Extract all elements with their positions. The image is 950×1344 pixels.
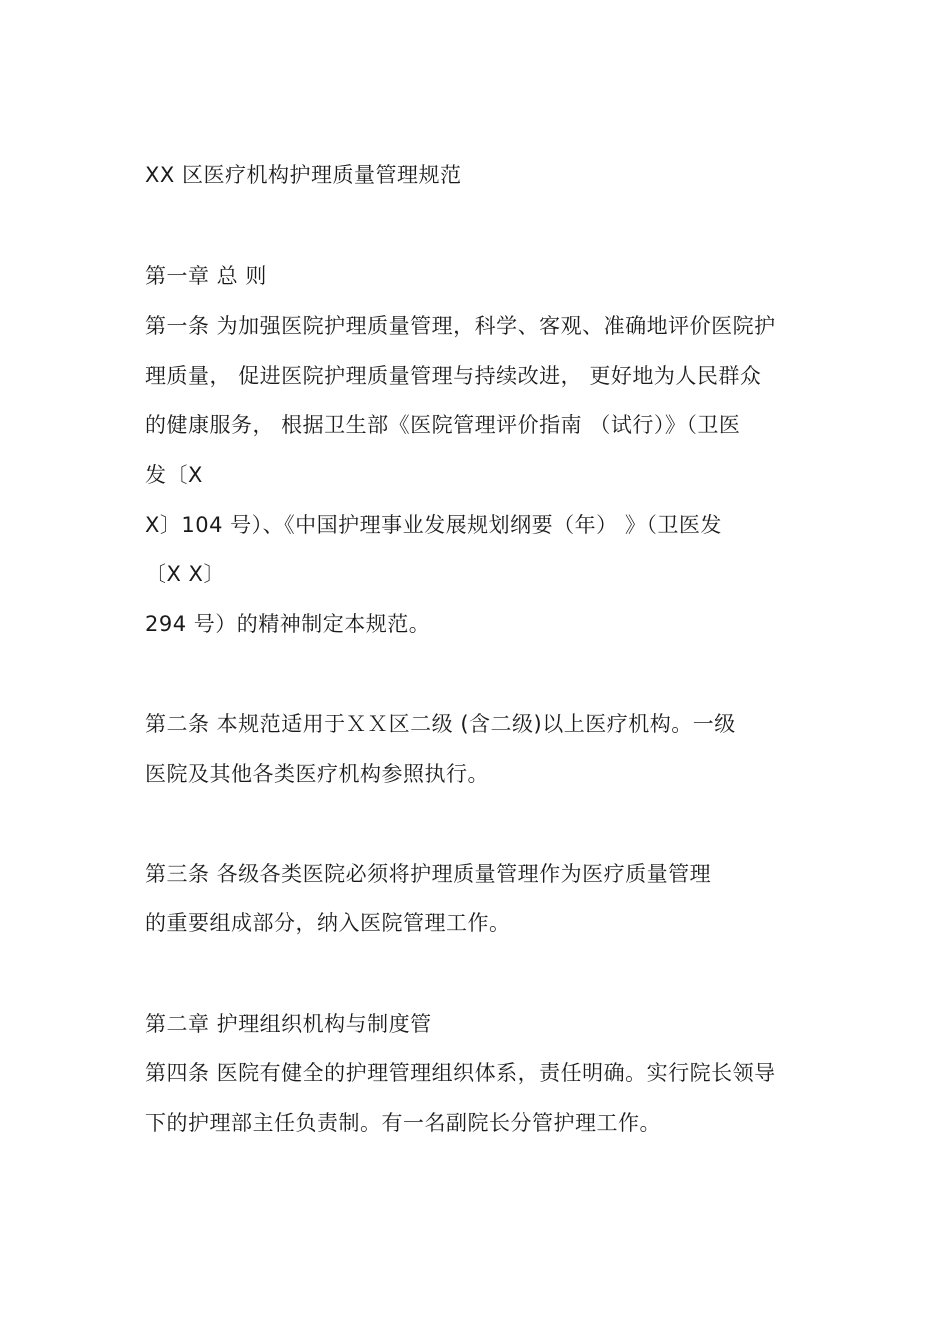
chapter-2-heading: 第二章 护理组织机构与制度管 bbox=[145, 1012, 432, 1036]
paragraph-line: 的健康服务， 根据卫生部《医院管理评价指南 （试行）》（卫医 bbox=[145, 413, 741, 437]
article-3-line: 第三条 各级各类医院必须将护理质量管理作为医疗质量管理 bbox=[145, 862, 712, 886]
paragraph-line: 294 号）的精神制定本规范。 bbox=[145, 612, 431, 636]
article-4-line: 第四条 医院有健全的护理管理组织体系，责任明确。实行院长领导 bbox=[145, 1061, 776, 1085]
paragraph-line: X〕104 号）、《中国护理事业发展规划纲要（年） 》（卫医发 bbox=[145, 513, 722, 537]
paragraph-line: 〔X X〕 bbox=[145, 562, 225, 586]
document-title: XX 区医疗机构护理质量管理规范 bbox=[145, 163, 462, 187]
chapter-1-heading: 第一章 总 则 bbox=[145, 264, 267, 288]
paragraph-line: 理质量， 促进医院护理质量管理与持续改进， 更好地为人民群众 bbox=[145, 364, 762, 388]
paragraph-line: 发〔X bbox=[145, 463, 203, 487]
paragraph-line: 下的护理部主任负责制。有一名副院长分管护理工作。 bbox=[145, 1111, 661, 1135]
paragraph-line: 的重要组成部分，纳入医院管理工作。 bbox=[145, 911, 511, 935]
paragraph-line: 医院及其他各类医疗机构参照执行。 bbox=[145, 762, 489, 786]
article-2-line: 第二条 本规范适用于ＸＸ区二级 (含二级)以上医疗机构。一级 bbox=[145, 712, 736, 736]
paragraph-line: 第一条 为加强医院护理质量管理，科学、客观、准确地评价医院护 bbox=[145, 314, 776, 338]
